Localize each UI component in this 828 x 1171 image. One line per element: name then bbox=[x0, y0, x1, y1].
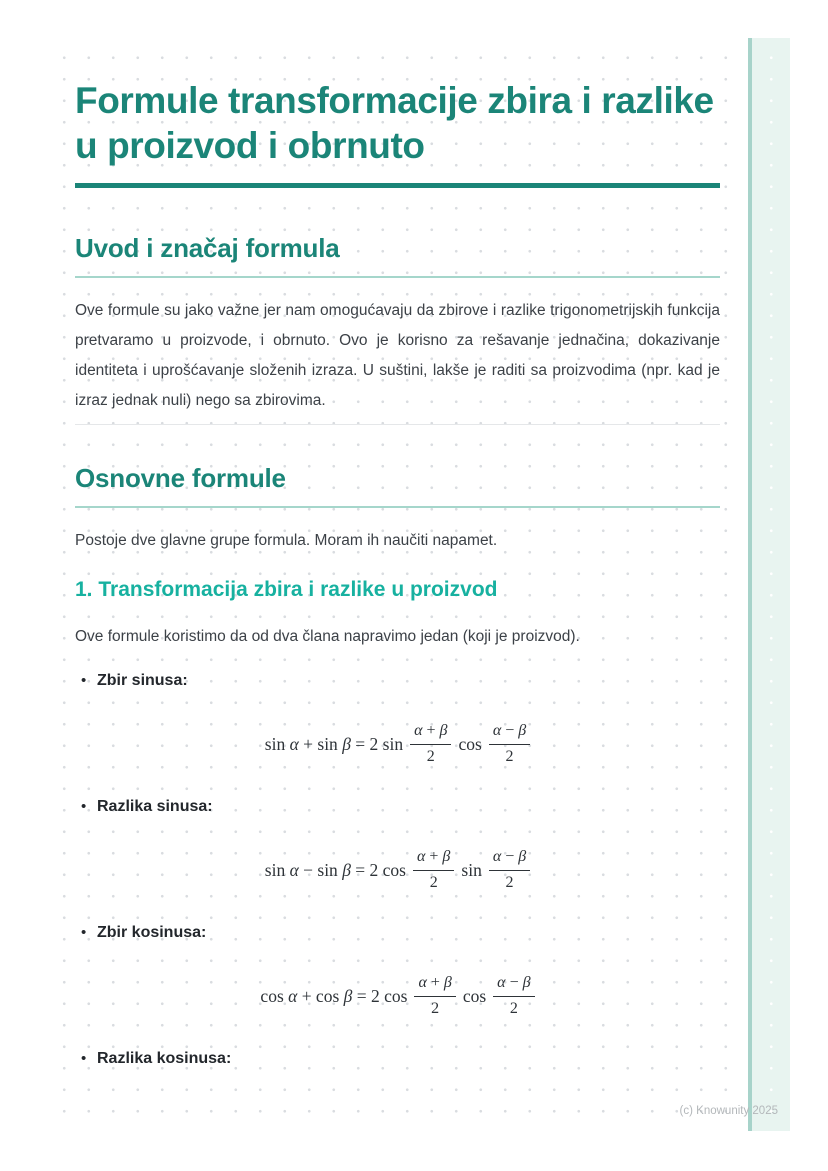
section-heading-osnovne: Osnovne formule bbox=[75, 463, 720, 508]
bullet-item-razlika-kosinusa bbox=[75, 1048, 720, 1070]
subsection-heading-transformacija: 1. Transformacija zbira i razlike u proizvod bbox=[75, 578, 498, 601]
section-divider bbox=[75, 424, 720, 425]
fraction: $\frac{\alpha - \beta}{2}$ bbox=[489, 848, 530, 892]
fraction: $\frac{\alpha - \beta}{2}$ bbox=[493, 974, 534, 1018]
fraction: $\frac{\alpha - \beta}{2}$ bbox=[489, 722, 530, 766]
fraction: $\frac{\alpha + \beta}{2}$ bbox=[414, 974, 455, 1018]
bullet-icon: • bbox=[81, 1050, 87, 1067]
formula-razlika-sinusa: sin α − sin β = 2 cos $\frac{\alpha + \beta}{2}$ sin $\frac{\alpha - \beta}{2}$ bbox=[75, 844, 720, 896]
section-heading-uvod: Uvod i značaj formula bbox=[75, 233, 720, 278]
paragraph-uvod: Ove formule su jako važne jer nam omogućavaju da zbirove i razlike trigonometrijskih funkcija pretvaramo u proizvode, i obrnuto. Ovo je korisno za rešavanje jednačina, dokazivanje identiteta i uprošćavanje složenih izraza. U suštini, lakše je raditi sa proizvodima (npr. kad je izraz jednak nuli) nego sa zbirovima. bbox=[75, 302, 720, 409]
bullet-label: Zbir sinusa: bbox=[97, 672, 188, 689]
document-page bbox=[45, 38, 790, 1131]
footer-copyright: (c) Knowunity 2025 bbox=[679, 1105, 778, 1117]
formula-zbir-sinusa: sin α + sin β = 2 sin $\frac{\alpha + \beta}{2}$ cos $\frac{\alpha - \beta}{2}$ bbox=[75, 718, 720, 770]
bullet-label: Zbir kosinusa: bbox=[97, 924, 207, 941]
paragraph-transformacija: Ove formule koristimo da od dva člana napravimo jedan (koji je proizvod). bbox=[75, 628, 580, 645]
bullet-label: Razlika kosinusa: bbox=[97, 1050, 232, 1067]
bullet-item-razlika-sinusa bbox=[75, 796, 720, 818]
page-content bbox=[45, 38, 790, 1070]
bullet-item-zbir-kosinusa bbox=[75, 922, 720, 944]
bullet-icon: • bbox=[81, 924, 87, 941]
paragraph-osnovne: Postoje dve glavne grupe formula. Moram ih naučiti napamet. bbox=[75, 532, 498, 549]
bullet-icon: • bbox=[81, 798, 87, 815]
formula-zbir-kosinusa: cos α + cos β = 2 cos $\frac{\alpha + \beta}{2}$ cos $\frac{\alpha - \beta}{2}$ bbox=[75, 970, 720, 1022]
page-title: Formule transformacije zbira i razlike u proizvod i obrnuto bbox=[75, 80, 714, 166]
bullet-label: Razlika sinusa: bbox=[97, 798, 213, 815]
fraction: $\frac{\alpha + \beta}{2}$ bbox=[410, 722, 451, 766]
bullet-item-zbir-sinusa bbox=[75, 670, 720, 692]
fraction: $\frac{\alpha + \beta}{2}$ bbox=[413, 848, 454, 892]
title-rule bbox=[75, 183, 720, 188]
bullet-icon: • bbox=[81, 672, 87, 689]
